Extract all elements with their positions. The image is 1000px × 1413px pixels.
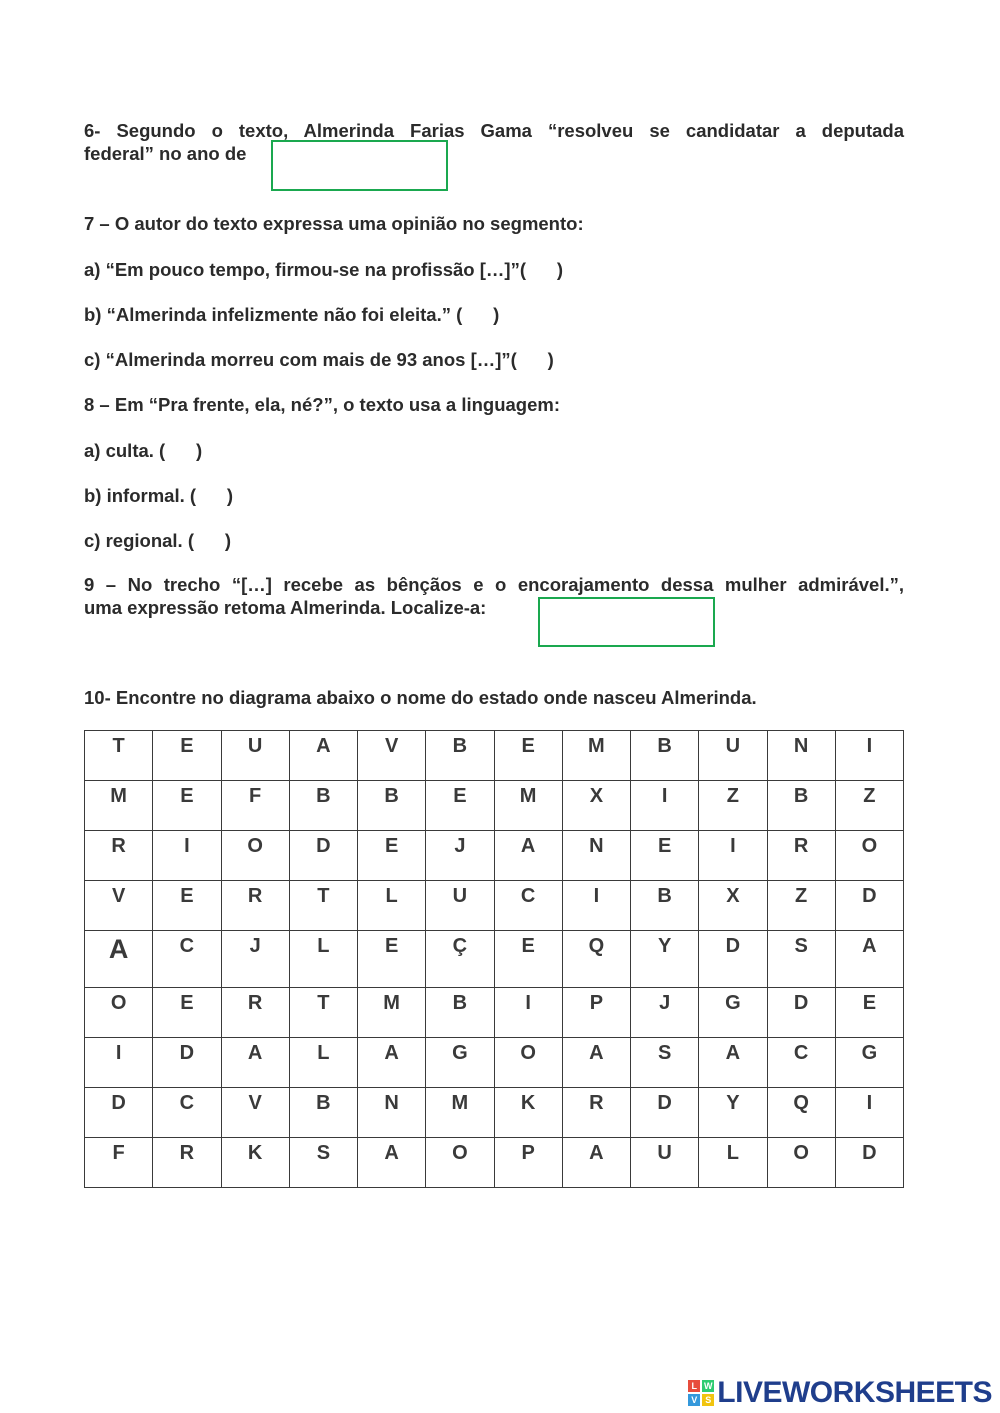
grid-cell[interactable]: P [494,1138,562,1188]
word-search-grid [84,730,904,1188]
grid-cell[interactable]: U [699,731,767,781]
grid-cell[interactable]: M [426,1088,494,1138]
question-8-title: 8 – Em “Pra frente, ela, né?”, o texto usa a linguagem: [84,394,560,415]
grid-cell[interactable]: M [358,988,426,1038]
grid-row [85,988,904,1038]
grid-cell[interactable]: E [426,781,494,831]
grid-cell[interactable]: E [153,988,221,1038]
question-7-title: 7 – O autor do texto expressa uma opinião no segmento: [84,213,584,234]
grid-cell[interactable]: J [221,931,289,988]
grid-cell[interactable]: B [289,1088,357,1138]
grid-cell[interactable]: N [562,831,630,881]
grid-cell[interactable]: A [85,931,153,988]
grid-cell[interactable]: R [221,988,289,1038]
grid-cell[interactable]: S [631,1038,699,1088]
grid-cell[interactable]: E [494,731,562,781]
grid-cell[interactable]: V [85,881,153,931]
grid-cell[interactable]: D [153,1038,221,1088]
grid-cell[interactable]: F [221,781,289,831]
grid-cell[interactable]: D [289,831,357,881]
grid-row [85,731,904,781]
grid-cell[interactable]: T [85,731,153,781]
grid-cell[interactable]: A [562,1038,630,1088]
grid-cell[interactable]: J [631,988,699,1038]
grid-cell[interactable]: Q [767,1088,835,1138]
grid-cell[interactable]: D [835,1138,903,1188]
logo-squares-icon: L W V S [688,1380,714,1406]
grid-cell[interactable]: P [562,988,630,1038]
grid-cell[interactable]: Y [699,1088,767,1138]
grid-cell[interactable]: C [767,1038,835,1088]
grid-cell[interactable]: M [562,731,630,781]
grid-row [85,881,904,931]
grid-cell[interactable]: A [835,931,903,988]
grid-cell[interactable]: I [85,1038,153,1088]
liveworksheets-logo [688,1374,992,1412]
grid-cell[interactable]: O [426,1138,494,1188]
grid-cell[interactable]: Y [631,931,699,988]
grid-cell[interactable]: Q [562,931,630,988]
grid-cell[interactable]: B [426,988,494,1038]
grid-cell[interactable]: O [767,1138,835,1188]
grid-cell[interactable]: Z [835,781,903,831]
grid-cell[interactable]: E [153,731,221,781]
grid-cell[interactable]: F [85,1138,153,1188]
grid-cell[interactable]: N [358,1088,426,1138]
grid-cell[interactable]: E [494,931,562,988]
grid-cell[interactable]: R [153,1138,221,1188]
question-10-title: 10- Encontre no diagrama abaixo o nome do estado onde nasceu Almerinda. [84,687,757,708]
grid-cell[interactable]: D [767,988,835,1038]
grid-cell[interactable]: D [631,1088,699,1138]
question-6-line2: federal” no ano de [84,143,247,164]
grid-cell[interactable]: M [85,781,153,831]
grid-cell[interactable]: V [221,1088,289,1138]
grid-cell[interactable]: D [85,1088,153,1138]
grid-cell[interactable]: L [699,1138,767,1188]
grid-row [85,1138,904,1188]
grid-cell[interactable]: C [153,931,221,988]
grid-cell[interactable]: O [85,988,153,1038]
grid-cell[interactable]: I [835,1088,903,1138]
grid-row [85,931,904,988]
grid-cell[interactable]: T [289,988,357,1038]
grid-cell[interactable]: I [699,831,767,881]
grid-cell[interactable]: S [767,931,835,988]
grid-cell[interactable]: L [358,881,426,931]
grid-cell[interactable]: K [221,1138,289,1188]
grid-cell[interactable]: I [835,731,903,781]
grid-cell[interactable]: B [631,881,699,931]
grid-cell[interactable]: X [562,781,630,831]
grid-cell[interactable]: I [631,781,699,831]
grid-cell[interactable]: Z [767,881,835,931]
grid-cell[interactable]: A [289,731,357,781]
grid-cell[interactable]: A [221,1038,289,1088]
grid-cell[interactable]: I [153,831,221,881]
grid-cell[interactable]: V [358,731,426,781]
question-9-line2: uma expressão retoma Almerinda. Localize-a: [84,597,487,618]
grid-cell[interactable]: L [289,1038,357,1088]
grid-cell[interactable]: B [631,731,699,781]
grid-cell[interactable]: A [494,831,562,881]
grid-cell[interactable]: M [494,781,562,831]
grid-cell[interactable]: G [699,988,767,1038]
grid-cell[interactable]: A [562,1138,630,1188]
grid-row [85,831,904,881]
grid-cell[interactable]: J [426,831,494,881]
grid-row [85,1088,904,1138]
question-8-option-a: a) culta. ( ) [84,440,203,461]
grid-cell[interactable]: E [153,881,221,931]
grid-cell[interactable]: Ç [426,931,494,988]
grid-cell[interactable]: R [767,831,835,881]
grid-cell[interactable]: E [358,831,426,881]
grid-cell[interactable]: G [426,1038,494,1088]
grid-cell[interactable]: U [221,731,289,781]
grid-row [85,1038,904,1088]
grid-cell[interactable]: A [358,1138,426,1188]
logo-text: LIVEWORKSHEETS [717,1376,992,1409]
grid-cell[interactable]: S [289,1138,357,1188]
question-7-option-a: a) “Em pouco tempo, firmou-se na profissão […]”( ) [84,259,563,280]
question-9-line1: 9 – No trecho “[…] recebe as bênçãos e o encorajamento dessa mulher admirável.”, [84,574,904,595]
answer-field-q9[interactable] [538,597,715,647]
grid-cell[interactable]: B [289,781,357,831]
grid-cell[interactable]: E [835,988,903,1038]
grid-cell[interactable]: C [494,881,562,931]
grid-cell[interactable]: Z [699,781,767,831]
question-8-option-b: b) informal. ( ) [84,485,234,506]
grid-cell[interactable]: R [562,1088,630,1138]
grid-cell[interactable]: A [358,1038,426,1088]
grid-cell[interactable]: U [631,1138,699,1188]
grid-cell[interactable]: E [631,831,699,881]
grid-cell[interactable]: N [767,731,835,781]
question-6-line1: 6- Segundo o texto, Almerinda Farias Gama “resolveu se candidatar a deputada [84,120,904,141]
answer-field-q6[interactable] [271,140,448,191]
grid-cell[interactable]: T [289,881,357,931]
grid-cell[interactable]: B [767,781,835,831]
grid-cell[interactable]: I [494,988,562,1038]
grid-cell[interactable]: A [699,1038,767,1088]
grid-cell[interactable]: K [494,1088,562,1138]
grid-row [85,781,904,831]
grid-cell[interactable]: G [835,1038,903,1088]
grid-cell[interactable]: B [426,731,494,781]
grid-cell[interactable]: E [153,781,221,831]
grid-cell[interactable]: O [494,1038,562,1088]
grid-cell[interactable]: I [562,881,630,931]
grid-cell[interactable]: B [358,781,426,831]
question-7-option-b: b) “Almerinda infelizmente não foi eleita.” ( ) [84,304,500,325]
question-8-option-c: c) regional. ( ) [84,530,231,551]
grid-cell[interactable]: D [699,931,767,988]
grid-cell[interactable]: O [835,831,903,881]
grid-cell[interactable]: L [289,931,357,988]
question-7-option-c: c) “Almerinda morreu com mais de 93 anos […]”( ) [84,349,554,370]
grid-cell[interactable]: X [699,881,767,931]
grid-cell[interactable]: O [221,831,289,881]
grid-cell[interactable]: R [85,831,153,881]
grid-cell[interactable]: C [153,1088,221,1138]
grid-cell[interactable]: U [426,881,494,931]
grid-cell[interactable]: E [358,931,426,988]
grid-cell[interactable]: R [221,881,289,931]
grid-cell[interactable]: D [835,881,903,931]
